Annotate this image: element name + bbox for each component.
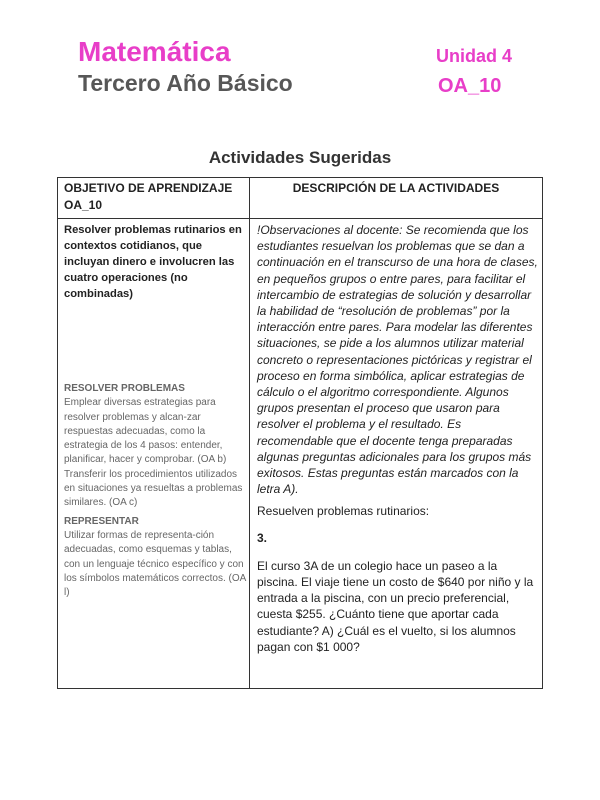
table-header-divider	[58, 218, 542, 219]
skills-list	[64, 382, 246, 604]
activity-description	[257, 222, 539, 655]
activity-lead: Resuelven problemas rutinarios:	[257, 504, 430, 519]
section-title: Actividades Sugeridas	[208, 148, 392, 167]
skill-description: Emplear diversas estrategias para resolver problemas y alcan-zar respuestas adecuadas, como la estrategia de los 4 pasos: entender, planificar, hacer y comprobar. (OA b) Transferir los procedimientos utilizados en situaciones ya resueltas a problemas similares. (OA c)	[64, 397, 243, 509]
skill-representar	[64, 515, 246, 601]
skill-heading: RESOLVER PROBLEMAS	[64, 383, 185, 394]
learning-objective-text: Resolver problemas rutinarios en contextos cotidianos, que incluyan dinero e involucren las cuatro operaciones (no combinadas)	[64, 224, 242, 300]
activities-table	[57, 177, 543, 689]
teacher-observations: !Observaciones al docente: Se recomienda que los estudiantes resuelvan los problemas que se dan a continuación en el transcurso de una hora de clases, en pequeños grupos o entre pares, para facilitar el intercambio de estrategias de solución y desarrollar la habilidad de “resolución de problemas” por la interacción entre pares. Para modelar las diferentes situaciones, se pide a los alumnos utilizar material concreto o representaciones pictóricas y registrar el proceso en forma simbólica, aplicar estrategias de cálculo o el algoritmo correspondiente. Algunos grupos presentan el proceso que usaron para resolver el problema y el resultado. Es recomendable que el docente tenga preparadas algunas preguntas adicionales para los grupos más exitosos. Estas preguntas están marcados con la letra A).	[257, 223, 538, 497]
grade-subtitle: Tercero Año Básico	[78, 70, 293, 96]
description-column-header: DESCRIPCIÓN DE LA ACTIVIDADES	[292, 181, 500, 195]
skill-description: Utilizar formas de representa-ción adecuadas, como esquemas y tablas, con un lenguaje técnico específico y con los símbolos matemáticos correctos. (OA l)	[64, 529, 246, 599]
problem-text: El curso 3A de un colegio hace un paseo a la piscina. El viaje tiene un costo de $640 por niño y la entrada a la piscina, con un precio preferencial, cuesta $255. ¿Cuánto tiene que aportar cada estudiante? A) ¿Cuál es el vuelto, si los alumnos pagan con $1 000?	[257, 558, 534, 654]
skill-resolver-problemas	[64, 382, 246, 511]
objective-column-header: OBJETIVO DE APRENDIZAJE OA_10	[64, 181, 233, 212]
unit-label: Unidad 4	[436, 46, 513, 66]
problem-number: 3.	[257, 530, 268, 545]
subject-title: Matemática	[78, 36, 231, 67]
skill-heading: REPRESENTAR	[64, 515, 139, 527]
oa-label: OA_10	[438, 75, 502, 97]
table-column-divider	[249, 178, 250, 688]
